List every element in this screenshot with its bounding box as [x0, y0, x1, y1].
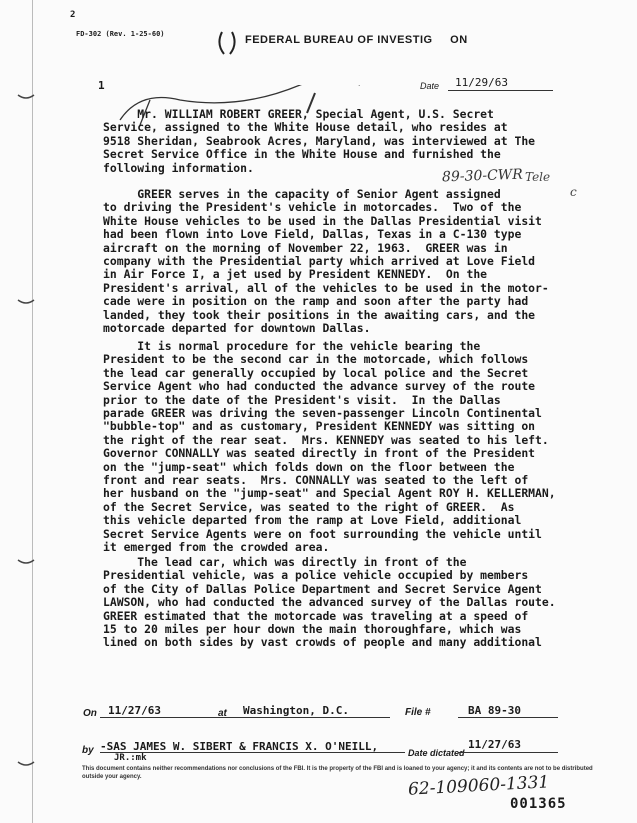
date-value: 11/29/63: [455, 76, 508, 89]
agents-names: -SAS JAMES W. SIBERT & FRANCIS X. O'NEILL,: [100, 740, 379, 753]
underline: [100, 717, 390, 718]
text-line: following information.: [103, 160, 254, 175]
text-line: President's arrival, all of the vehicles to be used in the motor-: [103, 280, 549, 295]
typist-initials: JR.:mk: [114, 753, 147, 763]
date-dictated-value: 11/27/63: [468, 738, 521, 751]
paragraph-4: [103, 556, 583, 650]
text-line: "bubble-top" and as customary, President KENNEDY was sitting on: [103, 419, 536, 434]
date-label: Date: [420, 81, 440, 91]
file-label: File #: [405, 707, 431, 718]
text-line: lined on both sides by vast crowds of people and many additional: [103, 635, 542, 650]
paragraph-2: [103, 188, 583, 335]
text-line: LAWSON, who had conducted the advanced survey of the Dallas route.: [103, 595, 556, 610]
text-line: front and rear seats. Mrs. CONNALLY was seated to the left of: [103, 473, 529, 488]
text-line: motorcade departed for downtown Dallas.: [103, 321, 371, 336]
text-line: Service Agent who had conducted the advance survey of the route: [103, 379, 536, 394]
text-line: Mr. WILLIAM ROBERT GREER, Special Agent, U.S. Secret: [103, 107, 494, 121]
paragraph-3: [103, 340, 583, 555]
text-line: White House vehicles to be used in the Dallas Presidential visit: [103, 213, 542, 228]
text-line: this vehicle departed from the ramp at Love Field, additional: [103, 513, 522, 528]
agency-name: FEDERAL BUREAU OF INVESTIG: [245, 34, 433, 46]
file-number: BA 89-30: [468, 704, 521, 717]
text-line: on the "jump-seat" which folds down on the floor between the: [103, 459, 515, 474]
corner-mark: 2: [70, 10, 76, 20]
text-line: of the City of Dallas Police Department and Secret Service Agent: [103, 581, 542, 596]
text-line: aircraft on the morning of November 22, 1963. GREER was in: [103, 240, 508, 255]
disclaimer-text: This document contains neither recommendations nor conclusions of the FBI. It is the property of the FBI and is loaned to your agency; it and its contents are not to be distributed outside your agency.: [82, 766, 593, 780]
text-line: President to be the second car in the motorcade, which follows: [103, 352, 529, 367]
text-line: it emerged from the crowded area.: [103, 540, 330, 555]
text-line: in Air Force I, a jet used by President KENNEDY. On the: [103, 267, 488, 282]
text-line: Governor CONNALLY was seated directly in front of the President: [103, 446, 536, 461]
text-line: prior to the date of the President's visit. In the Dallas: [103, 392, 501, 407]
text-line: The lead car, which was directly in front of the: [103, 555, 467, 569]
at-label: at: [218, 708, 227, 719]
text-line: Secret Service Agents were on foot surrounding the vehicle until: [103, 526, 542, 541]
handwritten-file-stamp: 62-109060-1331: [407, 772, 550, 800]
handwritten-file-note: 89-30-CWR: [441, 166, 523, 186]
on-label: On: [83, 708, 97, 719]
underline: [458, 717, 558, 718]
text-line: Service, assigned to the White House detail, who resides at: [103, 120, 508, 135]
form-number: FD-302 (Rev. 1-25-60): [76, 30, 165, 38]
paragraph-1: [103, 108, 583, 175]
text-line: the lead car generally occupied by local police and the Secret: [103, 365, 529, 380]
serial-number-stamp: 001365: [510, 796, 567, 812]
text-line: to driving the President's vehicle in motorcades. Two of the: [103, 200, 522, 215]
by-label: by: [82, 745, 94, 756]
date-underline: [448, 90, 553, 91]
interview-date: 11/27/63: [108, 704, 161, 717]
interview-location: Washington, D.C.: [243, 704, 349, 717]
agency-title: [245, 34, 468, 46]
page-number: 1: [98, 79, 105, 92]
text-line: parade GREER was driving the seven-passenger Lincoln Continental: [103, 406, 542, 421]
text-line: 15 to 20 miles per hour down the main thoroughfare, which was: [103, 622, 522, 637]
agency-suffix: ON: [450, 34, 468, 46]
handwritten-side-note: c: [570, 185, 577, 199]
text-line: the right of the rear seat. Mrs. KENNEDY was seated to his left.: [103, 432, 549, 447]
text-line: company with the Presidential party which arrived at Love Field: [103, 254, 536, 269]
binder-hole-marks: [0, 0, 40, 823]
text-line: It is normal procedure for the vehicle bearing the: [103, 339, 481, 353]
text-line: GREER estimated that the motorcade was traveling at a speed of: [103, 608, 529, 623]
handwritten-note: Tele: [525, 170, 551, 184]
text-line: GREER serves in the capacity of Senior Agent assigned: [103, 187, 501, 201]
text-line: her husband on the "jump-seat" and Special Agent ROY H. KELLERMAN,: [103, 486, 556, 501]
fbi-seal-icon: [218, 30, 236, 56]
text-line: 9518 Sheridan, Seabrook Acres, Maryland, was interviewed at The: [103, 133, 536, 148]
underline: [458, 752, 558, 753]
text-line: had been flown into Love Field, Dallas, Texas in a C-130 type: [103, 227, 522, 242]
underline: [100, 752, 405, 753]
text-line: Presidential vehicle, was a police vehicle occupied by members: [103, 568, 529, 583]
date-dictated-label: Date dictated: [408, 748, 465, 758]
text-line: of the Secret Service, was seated to the right of GREER. As: [103, 499, 515, 514]
text-line: cade were in position on the ramp and soon after the party had: [103, 294, 529, 309]
text-line: landed, they took their positions in the awaiting cars, and the: [103, 307, 536, 322]
text-line: Secret Service Office in the White House and furnished the: [103, 147, 501, 162]
